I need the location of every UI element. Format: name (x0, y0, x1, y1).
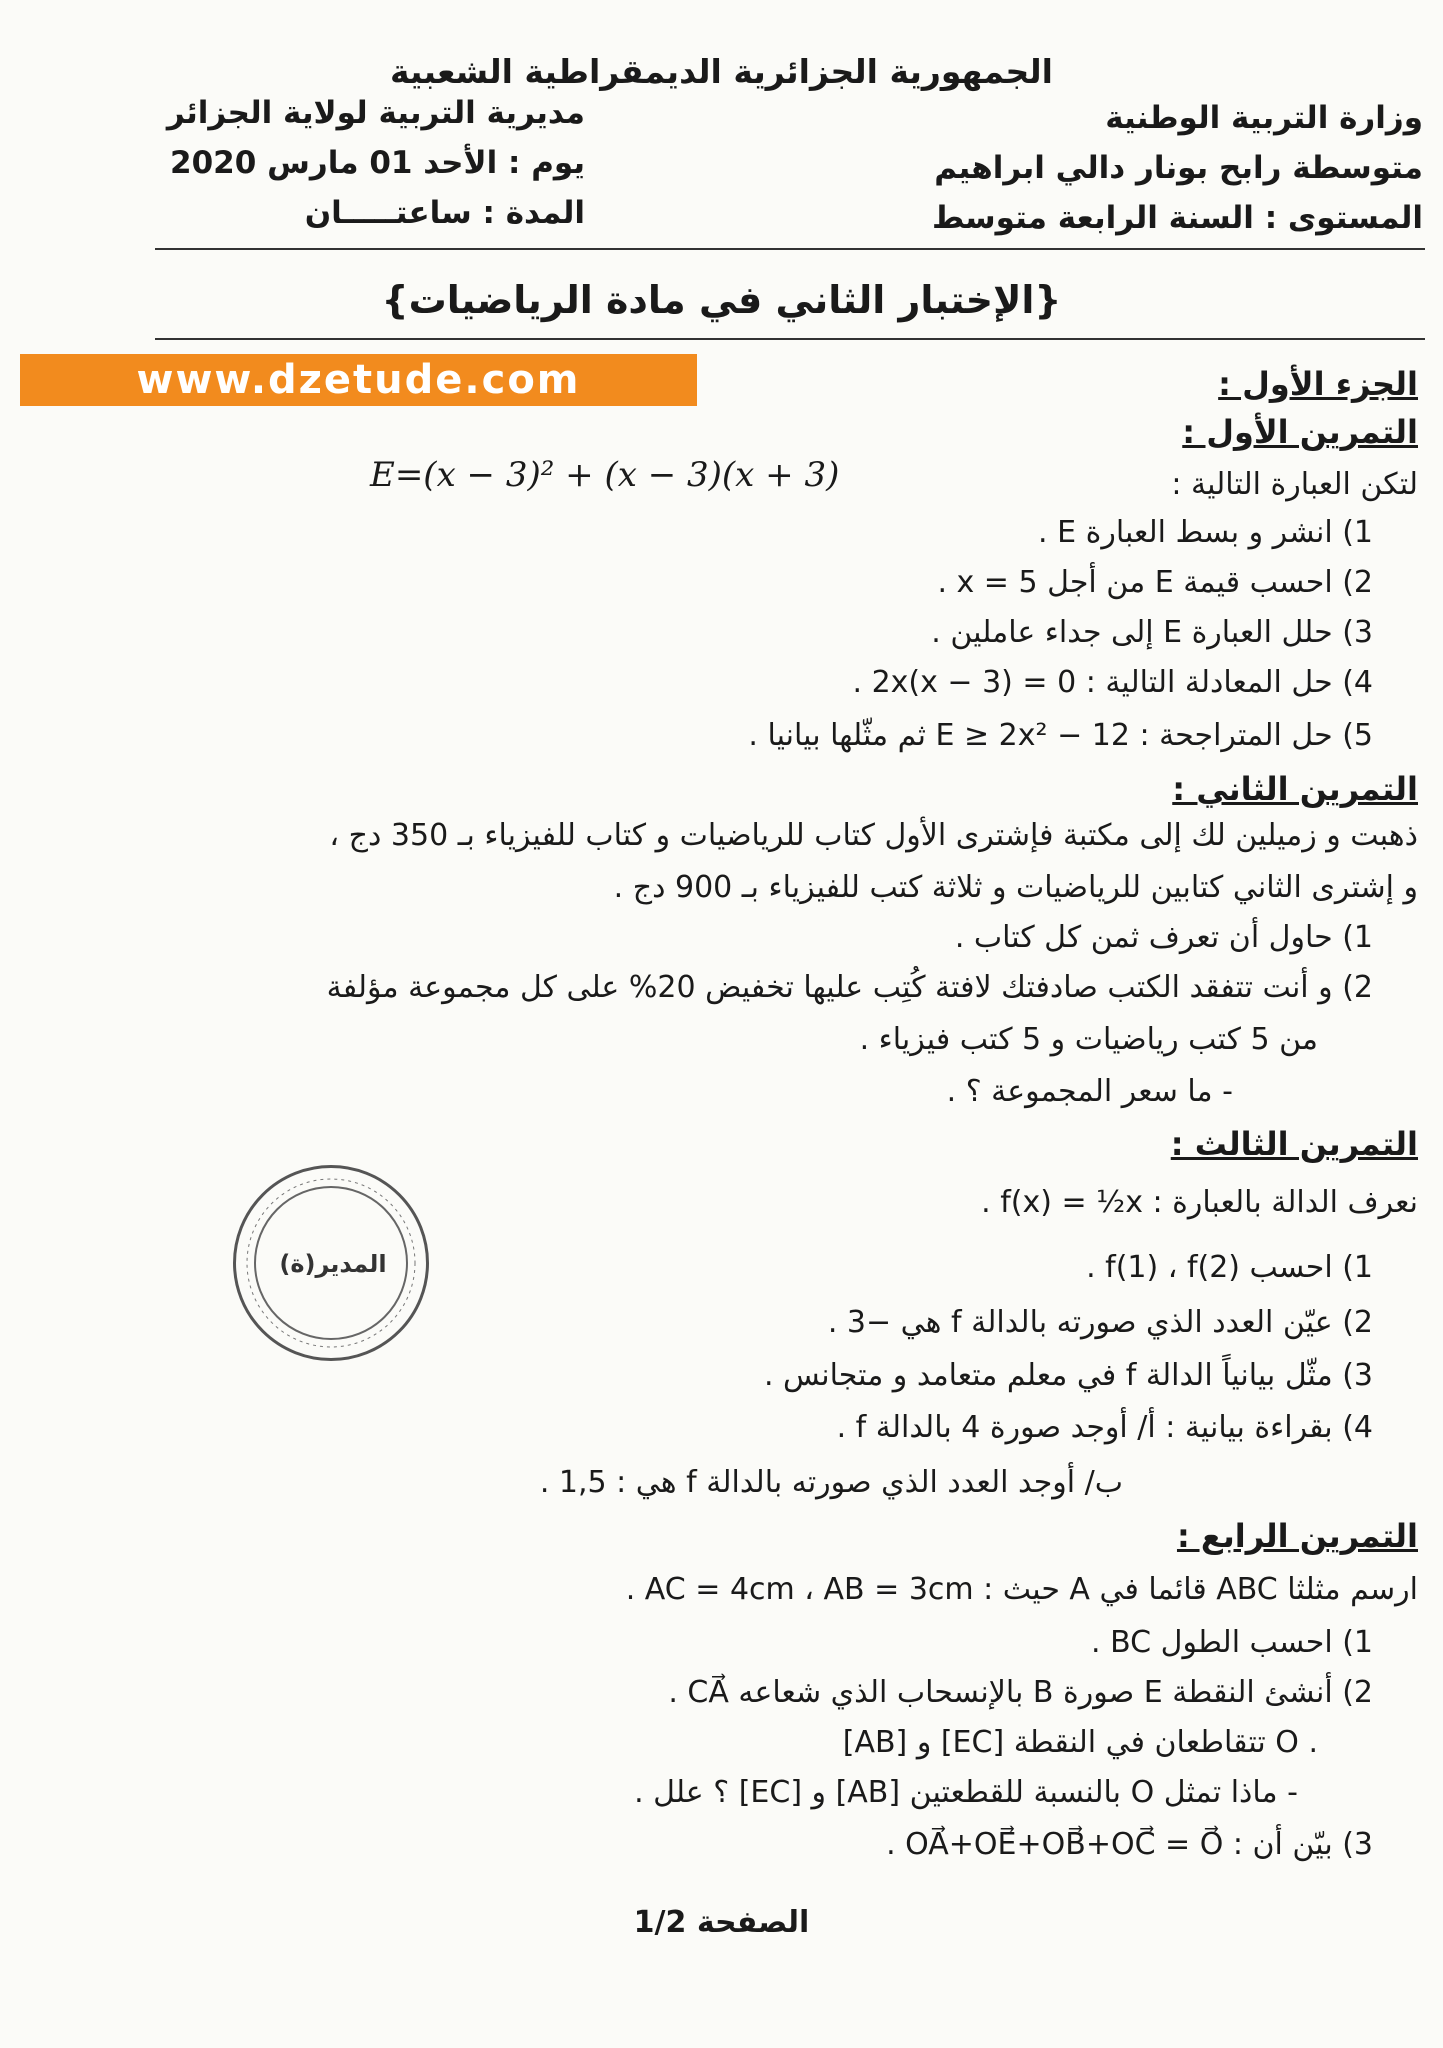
ex1-question-2: 2) احسب قيمة E من أجل x = 5 . (937, 565, 1373, 600)
ex4-question-3: 3) بيّن أن : OA⃗+OE⃗+OB⃗+OC⃗ = O⃗ . (886, 1827, 1373, 1862)
ex4-question-2b: [AB] و [EC] تتقاطعان في النقطة O . (842, 1725, 1318, 1760)
ex4-question-2c: - ماذا تمثل O بالنسبة للقطعتين [AB] و [EC] ؟ علل . (634, 1775, 1298, 1810)
ex1-intro: لتكن العبارة التالية : (1171, 467, 1418, 502)
exam-title: {الإختبار الثاني في مادة الرياضيات} (381, 278, 1062, 322)
ex2-question-2a: 2) و أنت تتفقد الكتب صادفتك لافتة كُتِب عليها تخفيض 20% على كل مجموعة مؤلفة (326, 970, 1373, 1005)
school-name: متوسطة رابح بونار دالي ابراهيم (934, 150, 1423, 186)
ex1-question-3: 3) حلل العبارة E إلى جداء عاملين . (931, 615, 1373, 650)
ex2-question-2b: من 5 كتب رياضيات و 5 كتب فيزياء . (859, 1022, 1318, 1057)
part1-heading: الجزء الأول : (1218, 365, 1418, 403)
website-banner: www.dzetude.com (20, 354, 697, 406)
ex2-title: التمرين الثاني : (1172, 770, 1418, 808)
ex1-expression: E=(x − 3)² + (x − 3)(x + 3) (370, 455, 840, 495)
ex1-question-1: 1) انشر و بسط العبارة E . (1038, 515, 1373, 550)
exam-duration: المدة : ساعتـــــان (304, 195, 585, 231)
ex3-intro: نعرف الدالة بالعبارة : f(x) = ½x . (981, 1185, 1418, 1220)
ex3-question-2: 2) عيّن العدد الذي صورته بالدالة f هي −3 . (827, 1305, 1373, 1340)
ex4-title: التمرين الرابع : (1176, 1517, 1418, 1555)
ex3-title: التمرين الثالث : (1170, 1125, 1418, 1163)
ex4-question-1: 1) احسب الطول BC . (1091, 1625, 1373, 1660)
ex3-question-3: 3) مثّل بيانياً الدالة f في معلم متعامد و متجانس . (763, 1358, 1373, 1393)
stamp-label: المدير(ة) (279, 1250, 387, 1278)
exam-date: يوم : الأحد 01 مارس 2020 (170, 145, 585, 181)
ex1-question-4: 4) حل المعادلة التالية : 2x(x − 3) = 0 . (852, 665, 1373, 700)
ex4-question-2a: 2) أنشئ النقطة E صورة B بالإنسحاب الذي شعاعه CA⃗ . (668, 1675, 1373, 1710)
school-stamp (233, 1165, 429, 1361)
ex4-intro: ارسم مثلثا ABC قائما في A حيث : AC = 4cm ، AB = 3cm . (625, 1572, 1418, 1607)
ex2-question-1: 1) حاول أن تعرف ثمن كل كتاب . (954, 920, 1373, 955)
ex2-question-2c: - ما سعر المجموعة ؟ . (946, 1074, 1233, 1109)
ex3-question-4a: 4) بقراءة بيانية : أ/ أوجد صورة 4 بالدالة f . (836, 1410, 1373, 1445)
title-divider (155, 338, 1425, 340)
stamp-inner-ring (254, 1186, 408, 1340)
directorate-label: مديرية التربية لولاية الجزائر (166, 95, 585, 131)
ministry-label: وزارة التربية الوطنية (1105, 100, 1423, 136)
ex2-paragraph-2: و إشترى الثاني كتابين للرياضيات و ثلاثة كتب للفيزياء بـ 900 دج . (613, 870, 1418, 905)
level-label: المستوى : السنة الرابعة متوسط (931, 200, 1423, 236)
ex1-title: التمرين الأول : (1182, 413, 1418, 451)
ex3-question-1: 1) احسب f(1) ، f(2) . (1086, 1250, 1373, 1285)
republic-title: الجمهورية الجزائرية الديمقراطية الشعبية (390, 52, 1053, 91)
header-divider (155, 248, 1425, 250)
page-number: الصفحة 1/2 (633, 1905, 810, 1940)
ex2-paragraph-1: ذهبت و زميلين لك إلى مكتبة فإشترى الأول كتاب للرياضيات و كتاب للفيزياء بـ 350 دج ، (329, 818, 1418, 853)
ex3-question-4b: ب/ أوجد العدد الذي صورته بالدالة f هي : 1,5 . (539, 1465, 1123, 1500)
ex1-question-5: 5) حل المتراجحة : E ≥ 2x² − 12 ثم مثّلها بيانيا . (748, 718, 1373, 753)
